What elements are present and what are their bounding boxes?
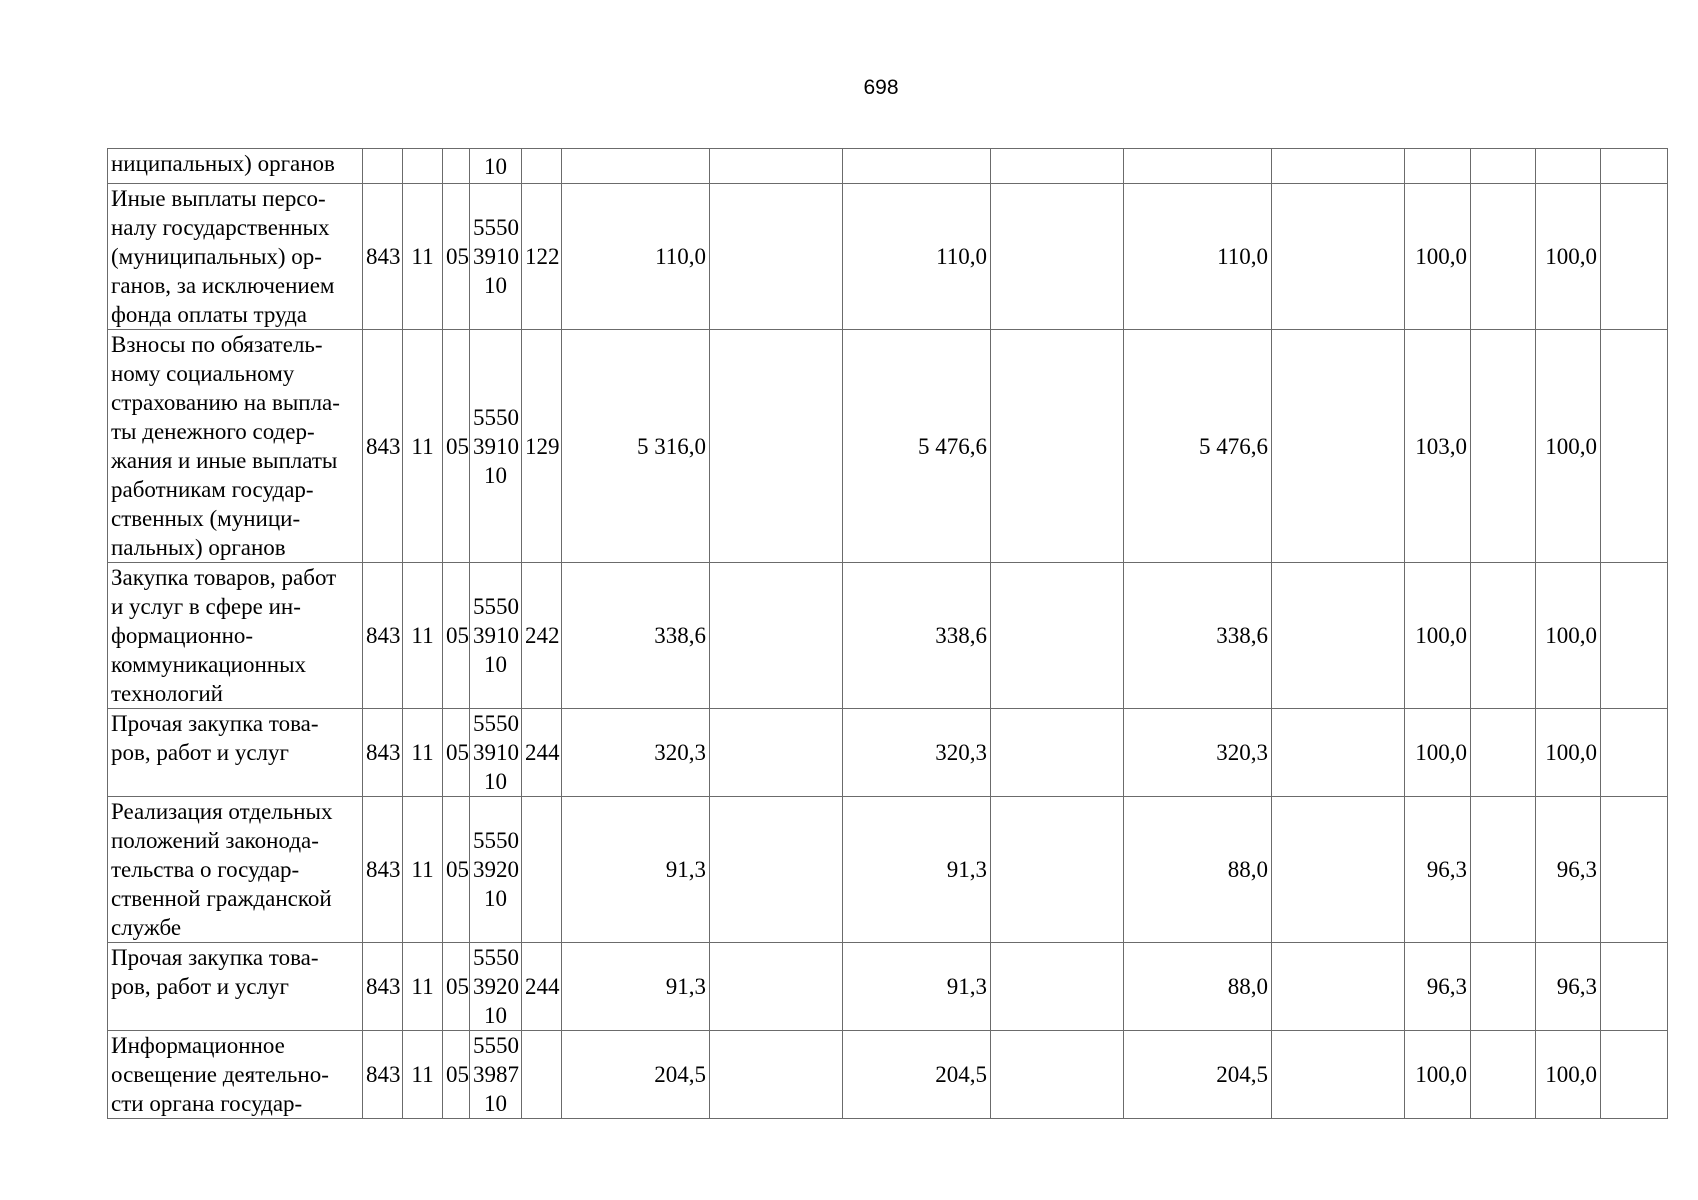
target-article-cell: 5550 3910 10 [470, 563, 522, 709]
table-row [108, 1031, 1668, 1119]
table-row [108, 184, 1668, 330]
percent-1-cell: 100,0 [1405, 1031, 1471, 1119]
empty-cell [1272, 797, 1405, 943]
subsection-code-cell: 05 [443, 943, 470, 1031]
amount-2-cell: 91,3 [843, 943, 991, 1031]
empty-cell [991, 563, 1124, 709]
subsection-code-cell: 05 [443, 797, 470, 943]
amount-1-cell: 320,3 [562, 709, 710, 797]
amount-2-cell: 338,6 [843, 563, 991, 709]
page-number: 698 [863, 76, 899, 99]
table-row [108, 797, 1668, 943]
percent-2-cell: 100,0 [1536, 1031, 1601, 1119]
empty-cell [991, 1031, 1124, 1119]
target-article-cell: 5550 3910 10 [470, 184, 522, 330]
amount-2-cell: 110,0 [843, 184, 991, 330]
target-article-cell: 5550 3910 10 [470, 330, 522, 563]
percent-1-cell: 100,0 [1405, 184, 1471, 330]
row-name-cell: Иные выплаты персо- налу государственных (муниципальных) ор- ганов, за исключением фонда оплаты труда [108, 184, 363, 330]
subsection-code-cell: 05 [443, 1031, 470, 1119]
expense-type-cell: 244 [522, 709, 562, 797]
target-article-cell: 5550 3910 10 [470, 709, 522, 797]
empty-cell [710, 330, 843, 563]
empty-cell [710, 149, 843, 184]
table-row [108, 563, 1668, 709]
empty-cell [710, 184, 843, 330]
percent-2-cell: 100,0 [1536, 330, 1601, 563]
row-name-cell: Прочая закупка това- ров, работ и услуг [108, 943, 363, 1031]
section-code-cell: 11 [403, 563, 443, 709]
empty-cell [1272, 943, 1405, 1031]
ved-code-cell: 843 [363, 563, 403, 709]
table-row [108, 149, 1668, 184]
empty-cell [1272, 709, 1405, 797]
empty-cell [991, 709, 1124, 797]
amount-3-cell: 88,0 [1124, 943, 1272, 1031]
empty-cell [991, 330, 1124, 563]
table-body [108, 149, 1668, 1119]
empty-cell [1471, 149, 1536, 184]
empty-cell [991, 184, 1124, 330]
empty-cell [710, 709, 843, 797]
ved-code-cell: 843 [363, 943, 403, 1031]
amount-1-cell: 91,3 [562, 943, 710, 1031]
amount-3-cell: 320,3 [1124, 709, 1272, 797]
empty-cell [991, 149, 1124, 184]
section-code-cell: 11 [403, 943, 443, 1031]
amount-2-cell: 5 476,6 [843, 330, 991, 563]
percent-2-cell: 100,0 [1536, 563, 1601, 709]
subsection-code-cell: 05 [443, 330, 470, 563]
empty-cell [1471, 330, 1536, 563]
section-code-cell: 11 [403, 797, 443, 943]
section-code-cell: 11 [403, 1031, 443, 1119]
empty-cell [710, 563, 843, 709]
expense-type-cell: 242 [522, 563, 562, 709]
percent-1-cell: 96,3 [1405, 797, 1471, 943]
percent-1-cell: 103,0 [1405, 330, 1471, 563]
section-code-cell: 11 [403, 709, 443, 797]
amount-3-cell: 88,0 [1124, 797, 1272, 943]
empty-cell [1471, 563, 1536, 709]
ved-code-cell: 843 [363, 709, 403, 797]
ved-code-cell: 843 [363, 330, 403, 563]
row-name-cell: Информационное освещение деятельно- сти органа государ- [108, 1031, 363, 1119]
empty-cell [1471, 943, 1536, 1031]
empty-cell [1272, 1031, 1405, 1119]
empty-cell [710, 797, 843, 943]
percent-2-cell: 96,3 [1536, 943, 1601, 1031]
section-code-cell: 11 [403, 184, 443, 330]
empty-cell [1272, 184, 1405, 330]
row-name-cell: Закупка товаров, работ и услуг в сфере ин- формационно- коммуникационных технологий [108, 563, 363, 709]
empty-cell [1601, 563, 1668, 709]
empty-cell [1601, 149, 1668, 184]
row-name-cell: Прочая закупка това- ров, работ и услуг [108, 709, 363, 797]
expense-type-cell [522, 797, 562, 943]
table-row [108, 330, 1668, 563]
target-article-cell: 5550 3920 10 [470, 943, 522, 1031]
empty-cell [1471, 709, 1536, 797]
amount-3-cell [1124, 149, 1272, 184]
amount-3-cell: 338,6 [1124, 563, 1272, 709]
subsection-code-cell [443, 149, 470, 184]
percent-1-cell: 100,0 [1405, 563, 1471, 709]
percent-2-cell: 100,0 [1536, 709, 1601, 797]
percent-2-cell [1536, 149, 1601, 184]
ved-code-cell [363, 149, 403, 184]
expense-type-cell: 129 [522, 330, 562, 563]
row-name-cell: ниципальных) органов [108, 149, 363, 184]
subsection-code-cell: 05 [443, 709, 470, 797]
amount-2-cell [843, 149, 991, 184]
amount-3-cell: 204,5 [1124, 1031, 1272, 1119]
expense-type-cell [522, 149, 562, 184]
empty-cell [1272, 149, 1405, 184]
empty-cell [991, 943, 1124, 1031]
table-row [108, 943, 1668, 1031]
empty-cell [1471, 1031, 1536, 1119]
percent-1-cell: 100,0 [1405, 709, 1471, 797]
percent-2-cell: 100,0 [1536, 184, 1601, 330]
empty-cell [1601, 943, 1668, 1031]
empty-cell [1272, 563, 1405, 709]
empty-cell [1601, 330, 1668, 563]
section-code-cell: 11 [403, 330, 443, 563]
empty-cell [991, 797, 1124, 943]
target-article-cell: 5550 3920 10 [470, 797, 522, 943]
percent-1-cell: 96,3 [1405, 943, 1471, 1031]
target-article-cell: 5550 3987 10 [470, 1031, 522, 1119]
table-row [108, 709, 1668, 797]
amount-1-cell: 338,6 [562, 563, 710, 709]
amount-1-cell: 110,0 [562, 184, 710, 330]
ved-code-cell: 843 [363, 1031, 403, 1119]
target-article-cell: 10 [470, 149, 522, 184]
section-code-cell [403, 149, 443, 184]
empty-cell [1471, 797, 1536, 943]
amount-1-cell: 91,3 [562, 797, 710, 943]
empty-cell [1601, 1031, 1668, 1119]
amount-2-cell: 91,3 [843, 797, 991, 943]
empty-cell [1601, 709, 1668, 797]
subsection-code-cell: 05 [443, 563, 470, 709]
empty-cell [1471, 184, 1536, 330]
amount-2-cell: 204,5 [843, 1031, 991, 1119]
empty-cell [710, 1031, 843, 1119]
empty-cell [710, 943, 843, 1031]
amount-1-cell: 204,5 [562, 1031, 710, 1119]
expense-type-cell: 244 [522, 943, 562, 1031]
row-name-cell: Реализация отдельных положений законода- тельства о государ- ственной гражданской службе [108, 797, 363, 943]
percent-1-cell [1405, 149, 1471, 184]
ved-code-cell: 843 [363, 797, 403, 943]
amount-1-cell [562, 149, 710, 184]
budget-table [107, 148, 1668, 1119]
amount-1-cell: 5 316,0 [562, 330, 710, 563]
subsection-code-cell: 05 [443, 184, 470, 330]
expense-type-cell: 122 [522, 184, 562, 330]
ved-code-cell: 843 [363, 184, 403, 330]
expense-type-cell [522, 1031, 562, 1119]
amount-2-cell: 320,3 [843, 709, 991, 797]
empty-cell [1601, 797, 1668, 943]
amount-3-cell: 110,0 [1124, 184, 1272, 330]
amount-3-cell: 5 476,6 [1124, 330, 1272, 563]
empty-cell [1601, 184, 1668, 330]
row-name-cell: Взносы по обязатель- ному социальному страхованию на выпла- ты денежного содер- жания и иные выплаты работникам государ- ственных (муници- пальных) органов [108, 330, 363, 563]
percent-2-cell: 96,3 [1536, 797, 1601, 943]
empty-cell [1272, 330, 1405, 563]
